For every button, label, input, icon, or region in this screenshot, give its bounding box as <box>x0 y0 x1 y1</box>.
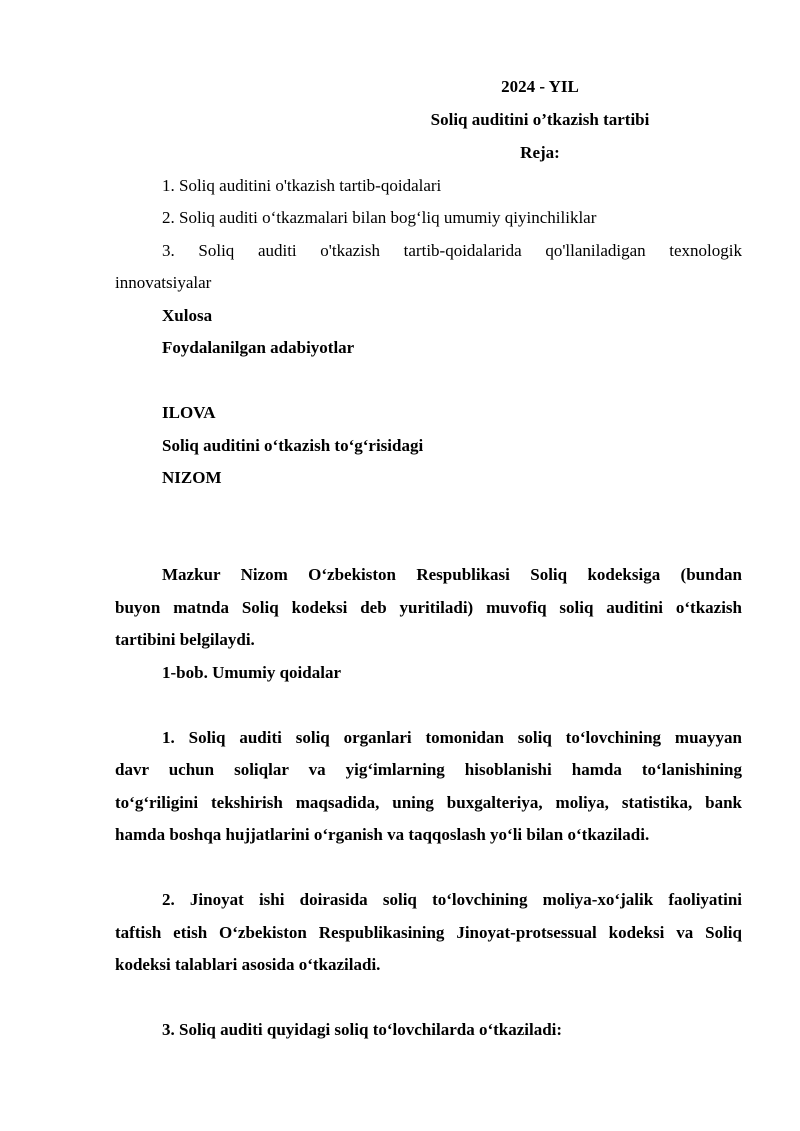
plan-conclusion: Xulosa <box>162 306 213 325</box>
p2-line-1: 2. Jinoyat ishi doirasida soliq to‘lovchining moliya-xo‘jalik faoliyatini <box>162 890 742 909</box>
p1-line-1: 1. Soliq auditi soliq organlari tomonidan soliq to‘lovchining muayyan <box>162 728 742 747</box>
plan-label: Reja: <box>520 143 560 162</box>
intro-line-3: tartibini belgilaydi. <box>115 630 255 649</box>
document-title: Soliq auditini o’tkazish tartibi <box>430 110 650 129</box>
p3-line-1: 3. Soliq auditi quyidagi soliq to‘lovchilarda o‘tkaziladi: <box>162 1020 563 1039</box>
intro-line-1: Mazkur Nizom O‘zbekiston Respublikasi Soliq kodeksiga (bundan <box>162 565 742 584</box>
appendix-name: NIZOM <box>162 468 222 487</box>
p1-line-2: davr uchun soliqlar va yig‘imlarning hisoblanishi hamda to‘lanishining <box>115 760 742 779</box>
intro-line-2: buyon matnda Soliq kodeksi deb yuritiladi) muvofiq soliq auditini o‘tkazish <box>115 598 742 617</box>
p1-line-3: to‘g‘riligini tekshirish maqsadida, uning buxgalteriya, moliya, statistika, bank <box>115 793 742 812</box>
p2-line-2: taftish etish O‘zbekiston Respublikasining Jinoyat-protsessual kodeksi va Soliq <box>115 923 742 942</box>
plan-item-2: 2. Soliq auditi o‘tkazmalari bilan bog‘liq umumiy qiyinchiliklar <box>162 208 597 227</box>
plan-item-3: 3. Soliq auditi o'tkazish tartib-qoidalarida qo'llaniladigan texnologik <box>162 241 742 260</box>
year-heading: 2024 - YIL <box>501 77 579 96</box>
plan-references: Foydalanilgan adabiyotlar <box>162 338 355 357</box>
chapter-heading: 1-bob. Umumiy qoidalar <box>162 663 341 682</box>
p2-line-3: kodeksi talablari asosida o‘tkaziladi. <box>115 955 381 974</box>
plan-item-3-continued: innovatsiyalar <box>115 273 212 292</box>
appendix-label: ILOVA <box>162 403 216 422</box>
p1-line-4: hamda boshqa hujjatlarini o‘rganish va taqqoslash yo‘li bilan o‘tkaziladi. <box>115 825 650 844</box>
plan-item-1: 1. Soliq auditini o'tkazish tartib-qoidalari <box>162 176 442 195</box>
appendix-subtitle: Soliq auditini o‘tkazish to‘g‘risidagi <box>162 436 424 455</box>
